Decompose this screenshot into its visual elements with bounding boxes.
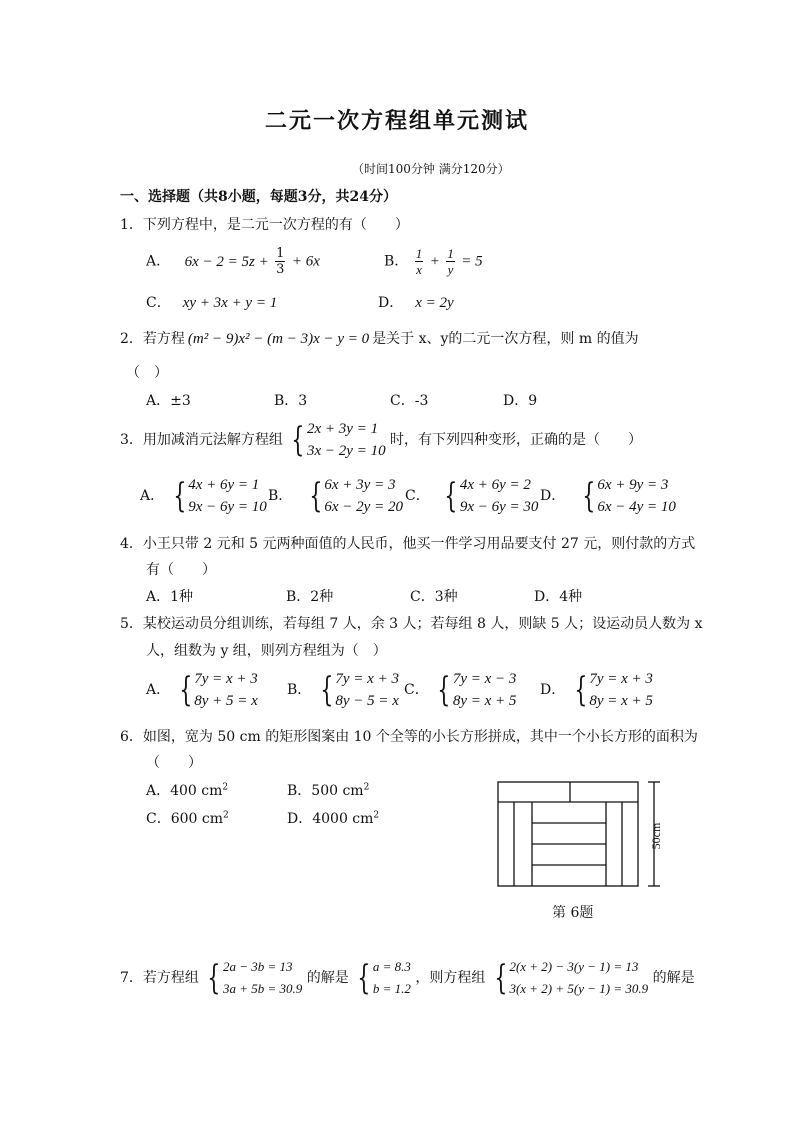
q4-option-a: A．1种	[146, 589, 194, 605]
equation-system: { 2x + 3y = 1 3x − 2y = 10	[291, 420, 386, 460]
q3-option-d: D． { 6x + 9y = 3 6x − 4y = 10	[540, 476, 676, 516]
q6-option-b: B．500 $cm^2$	[287, 782, 370, 799]
fraction: $\frac{1}{x}$	[415, 246, 423, 277]
q1-option-a: A． 6x − 2 = 5z + $\frac{1}{3}$ + 6x	[146, 246, 320, 277]
fraction: $\frac{1}{3}$	[276, 246, 285, 277]
question-5-stem-cont: 人，组数为 y 组，则列方程组为（ ）	[146, 643, 387, 659]
question-6-stem: 6．如图，宽为 50 cm 的矩形图案由 10 个全等的小长方形拼成，其中一个小长方形的面积为	[120, 729, 698, 745]
page-title: 二元一次方程组单元测试	[264, 108, 529, 134]
q1-option-c: C． xy + 3x + y = 1	[146, 295, 278, 311]
question-1-stem: 1．下列方程中，是二元一次方程的有（ ）	[120, 217, 409, 233]
q5-option-c: C． { 7y = x − 3 8y = x + 5	[404, 670, 517, 710]
q5-option-a: A． { 7y = x + 3 8y + 5 = x	[146, 670, 258, 710]
dimension-label: 50cm	[649, 822, 663, 850]
q6-option-a: A．400 $cm^2$	[146, 782, 229, 799]
question-2-paren: （ ）	[126, 365, 168, 381]
q4-option-d: D．4种	[534, 589, 583, 605]
section-heading: 一、选择题（共8小题，每题3分，共24分）	[120, 189, 397, 205]
q5-option-b: B． { 7y = x + 3 8y − 5 = x	[287, 670, 399, 710]
question-4-stem-cont: 有（ ）	[146, 562, 216, 578]
q3-option-a: A． { 4x + 6y = 1 9x − 6y = 10	[140, 476, 267, 516]
q1-option-d: D． x = 2y	[378, 295, 454, 311]
question-6-stem-cont: （ ）	[146, 755, 202, 771]
q4-option-c: C．3种	[410, 589, 458, 605]
q2-option-d: D．9	[503, 393, 538, 409]
exam-info: （时间100分钟 满分120分）	[352, 162, 510, 176]
q4-option-b: B．2种	[286, 589, 334, 605]
q3-option-c: C． { 4x + 6y = 2 9x − 6y = 30	[405, 476, 539, 516]
rectangle-figure	[490, 778, 670, 890]
question-7-stem: 7．若方程组 { 2a − 3b = 13 3a + 5b = 30.9 的解是 { a = 8.3 b = 1.2 ，则方程组 { 2(x + 2) − 3(y − 1) = 13 3(x + 2) + 5(y − 1) = 30.9 的解是	[120, 958, 695, 998]
q6-option-c: C．600 $cm^2$	[146, 810, 229, 827]
question-5-stem: 5．某校运动员分组训练，若每组 7 人，余 3 人；若每组 8 人，则缺 5 人；设运动员人数为 x	[120, 616, 703, 632]
q1-option-b: B． $\frac{1}{x}$ + $\frac{1}{y}$ = 5	[384, 246, 483, 277]
q2-option-b: B．3	[274, 393, 308, 409]
q3-option-b: B． { 6x + 3y = 3 6x − 2y = 20	[268, 476, 403, 516]
question-3-stem: 3．用加减消元法解方程组 { 2x + 3y = 1 3x − 2y = 10 时，有下列四种变形，正确的是（ ）	[120, 420, 643, 460]
fraction: $\frac{1}{y}$	[447, 246, 454, 277]
question-2-stem: 2．若方程 (m² − 9)x² − (m − 3)x − y = 0 是关于 x、y的二元一次方程，则 m 的值为	[120, 331, 639, 347]
q2-option-a: A．±3	[146, 393, 191, 409]
q6-option-d: D．4000 $cm^2$	[287, 810, 380, 827]
figure-caption: 第 6题	[552, 905, 594, 921]
q5-option-d: D． { 7y = x + 3 8y = x + 5	[540, 670, 653, 710]
q2-option-c: C．-3	[390, 393, 429, 409]
question-4-stem: 4．小王只带 2 元和 5 元两种面值的人民币，他买一件学习用品要支付 27 元，则付款的方式	[120, 536, 696, 552]
